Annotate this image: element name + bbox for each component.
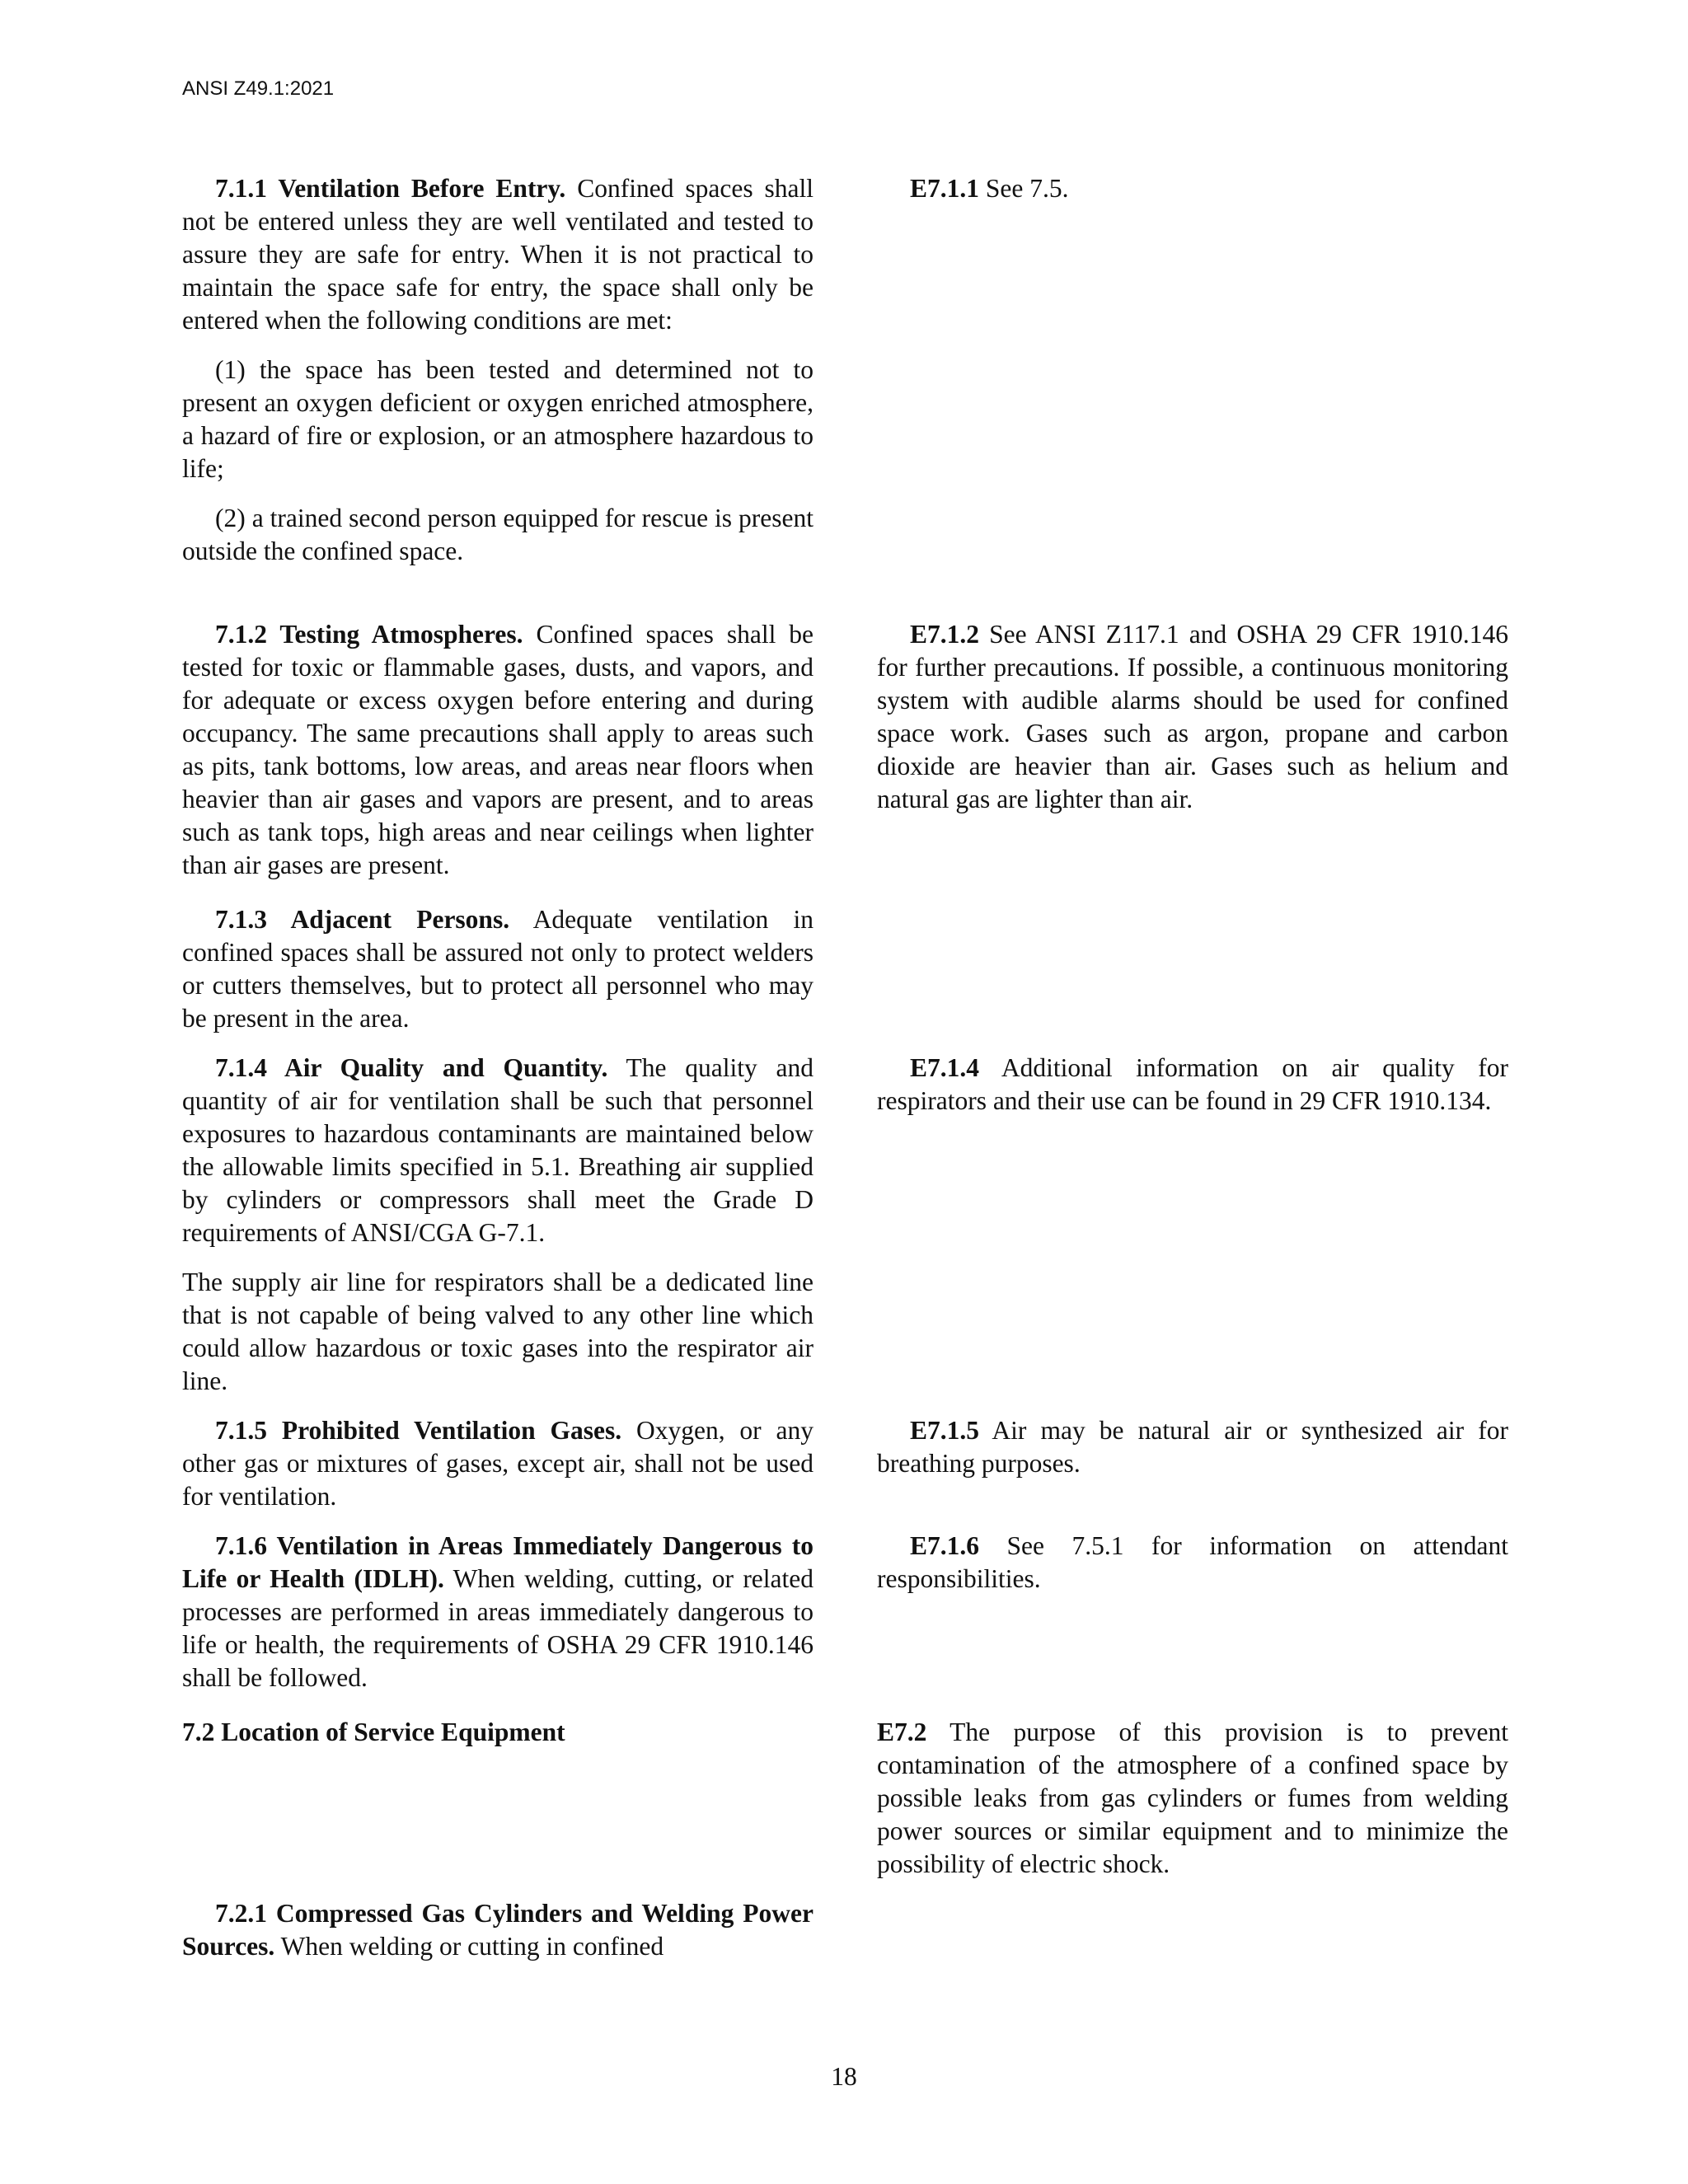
section-7-1-4-body: The quality and quantity of air for ventilation shall be such that personnel exposures to hazardous contaminants are maintained below the allowable limits specified in 5.1. Breathing air supplied by cylinders or compressors shall meet the Grade D requirements of ANSI/CGA G-7.1.	[182, 1053, 814, 1247]
section-7-1-6-heading: 7.1.6 Ventilation in Areas Immediately Dangerous to Life or Health (IDLH).	[182, 1531, 814, 1593]
explanation-7-2-body: The purpose of this provision is to prevent contamination of the atmosphere of a confined space by possible leaks from gas cylinders or fumes from welding power sources or similar equipment and to minimize the possibility of electric shock.	[877, 1718, 1508, 1878]
section-7-1-3	[182, 903, 814, 1035]
section-7-2-1-body: When welding or cutting in confined	[274, 1932, 664, 1961]
section-7-1-3-heading: 7.1.3 Adjacent Persons.	[215, 905, 510, 934]
section-7-1-6-body: When welding, cutting, or related processes are performed in areas immediately dangerous to life or health, the requirements of OSHA 29 CFR 1910.146 shall be followed.	[182, 1564, 814, 1692]
section-7-1-2-heading: 7.1.2 Testing Atmospheres.	[215, 620, 523, 649]
explanation-7-1-1-body: See 7.5.	[979, 174, 1069, 203]
section-7-1-5-body: Oxygen, or any other gas or mixtures of gases, except air, shall not be used for ventilation.	[182, 1416, 814, 1511]
explanation-7-1-1-heading: E7.1.1	[910, 174, 980, 203]
explanation-7-1-4	[877, 1052, 1508, 1118]
explanation-7-1-5-heading: E7.1.5	[910, 1416, 980, 1445]
explanation-7-1-2	[877, 618, 1508, 816]
explanation-7-1-5-body: Air may be natural air or synthesized air for breathing purposes.	[877, 1416, 1508, 1478]
explanation-7-1-2-heading: E7.1.2	[910, 620, 980, 649]
section-7-1-1-item-2: (2) a trained second person equipped for rescue is present outside the confined space.	[182, 504, 814, 565]
section-7-2	[182, 1716, 814, 1749]
section-7-2-1-heading: 7.2.1 Compressed Gas Cylinders and Welding Power Sources.	[182, 1899, 814, 1961]
explanation-7-1-5	[877, 1414, 1508, 1480]
section-7-1-2	[182, 618, 814, 882]
explanation-7-1-2-body: See ANSI Z117.1 and OSHA 29 CFR 1910.146 for further precautions. If possible, a continuous monitoring system with audible alarms should be used for confined space work. Gases such as argon, propane and carbon dioxide are heavier than air. Gases such as helium and natural gas are lighter than air.	[877, 620, 1508, 813]
section-7-1-1-heading: 7.1.1 Ventilation Before Entry.	[215, 174, 566, 203]
explanation-7-1-6	[877, 1530, 1508, 1596]
section-7-1-1	[182, 172, 814, 568]
explanation-7-2	[877, 1716, 1508, 1881]
section-7-1-2-body: Confined spaces shall be tested for toxic or flammable gases, dusts, and vapors, and for adequate or excess oxygen before entering and during occupancy. The same precautions shall apply to areas such as pits, tank bottoms, low areas, and areas near floors when heavier than air gases and vapors are present, and to areas such as tank tops, high areas and near ceilings when lighter than air gases are present.	[182, 620, 814, 879]
explanation-7-1-6-body: See 7.5.1 for information on attendant responsibilities.	[877, 1531, 1508, 1593]
section-7-1-3-body: Adequate ventilation in confined spaces shall be assured not only to protect welders or cutters themselves, but to protect all personnel who may be present in the area.	[182, 905, 814, 1033]
section-7-1-5-heading: 7.1.5 Prohibited Ventilation Gases.	[215, 1416, 622, 1445]
explanation-7-1-6-heading: E7.1.6	[910, 1531, 980, 1560]
section-7-1-1-body: Confined spaces shall not be entered unless they are well ventilated and tested to assure they are safe for entry. When it is not practical to maintain the space safe for entry, the space shall only be entered when the following conditions are met:	[182, 174, 814, 335]
section-7-1-4-heading: 7.1.4 Air Quality and Quantity.	[215, 1053, 608, 1082]
section-7-1-1-item-1: (1) the space has been tested and determined not to present an oxygen deficient or oxygen enriched atmosphere, a hazard of fire or explosion, or an atmosphere hazardous to life;	[182, 355, 814, 483]
section-7-1-4	[182, 1052, 814, 1398]
section-7-2-1	[182, 1897, 814, 1963]
page-number: 18	[831, 2062, 857, 2091]
section-7-1-6	[182, 1530, 814, 1694]
explanation-7-1-1	[877, 172, 1508, 205]
section-7-2-heading: 7.2 Location of Service Equipment	[182, 1718, 565, 1746]
explanation-7-1-4-body: Additional information on air quality for respirators and their use can be found in 29 CFR 1910.134.	[877, 1053, 1508, 1115]
explanation-7-2-heading: E7.2	[877, 1718, 927, 1746]
section-7-1-4-paragraph-2: The supply air line for respirators shall be a dedicated line that is not capable of being valved to any other line which could allow hazardous or toxic gases into the respirator air line.	[182, 1268, 814, 1395]
explanation-7-1-4-heading: E7.1.4	[910, 1053, 980, 1082]
document-id-header: ANSI Z49.1:2021	[182, 77, 335, 100]
section-7-1-5	[182, 1414, 814, 1513]
